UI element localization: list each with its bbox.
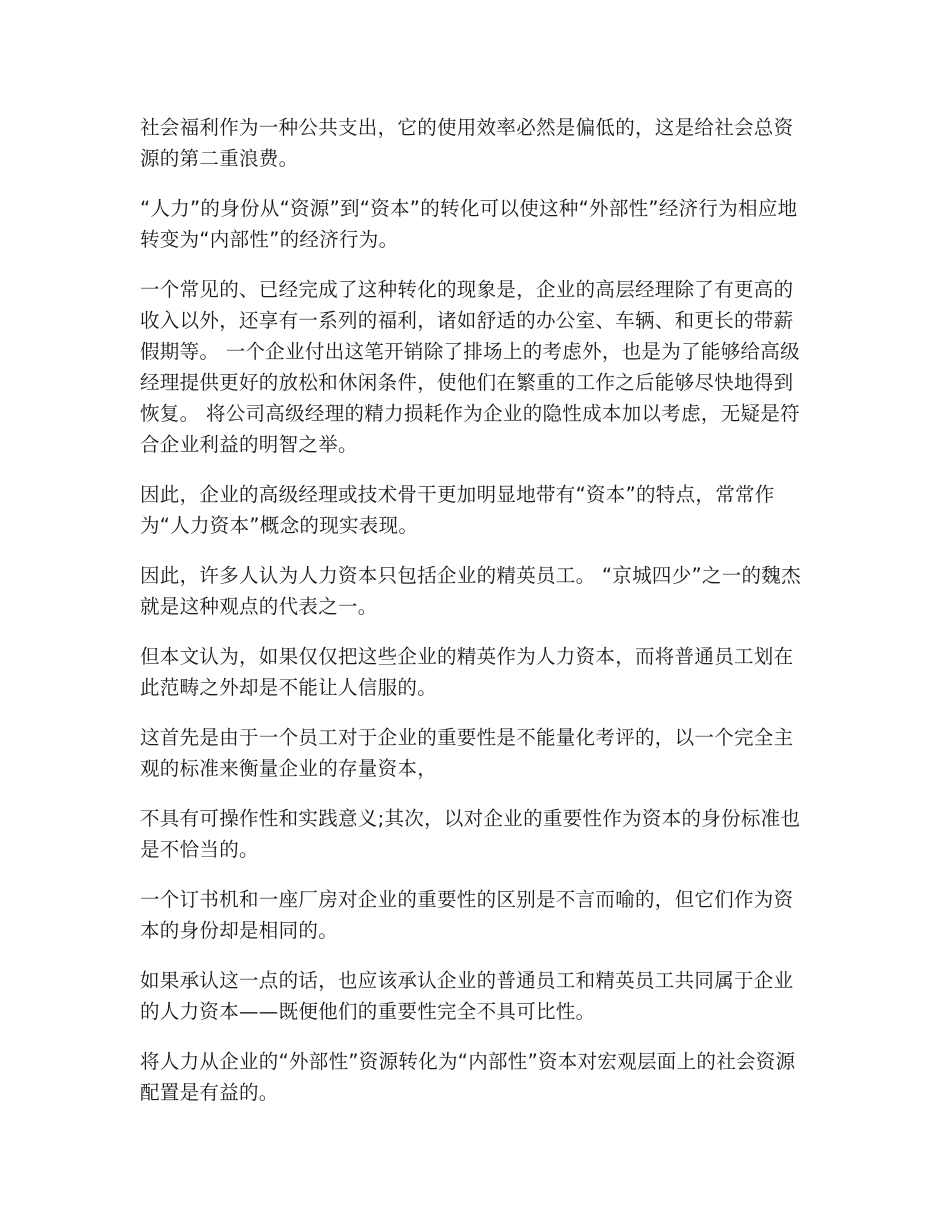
paragraph-6: 但本文认为，如果仅仅把这些企业的精英作为人力资本，而将普通员工划在此范畴之外却是不能让人信服的。 bbox=[140, 645, 794, 699]
paragraph-5: 因此，许多人认为人力资本只包括企业的精英员工。 “京城四少”之一的魏杰就是这种观点的代表之一。 bbox=[140, 564, 801, 618]
paragraph-9: 一个订书机和一座厂房对企业的重要性的区别是不言而喻的，但它们作为资本的身份却是相同的。 bbox=[140, 888, 794, 942]
document-page bbox=[140, 112, 812, 1127]
paragraph-7: 这首先是由于一个员工对于企业的重要性是不能量化考评的，以一个完全主观的标准来衡量企业的存量资本， bbox=[140, 726, 794, 780]
paragraph-3: 一个常见的、已经完成了这种转化的现象是，企业的高层经理除了有更高的收入以外，还享有一系列的福利，诸如舒适的办公室、车辆、和更长的带薪假期等。 一个企业付出这笔开销除了排场上的考虑外，也是为了能够给高级经理提供更好的放松和休闲条件，使他们在繁重的工作之后能够尽快地得到恢复。 将公司高级经理的精力损耗作为企业的隐性成本加以考虑，无疑是符合企业利益的明智之举。 bbox=[140, 278, 800, 456]
paragraph-2: “人力”的身份从“资源”到“资本”的转化可以使这种“外部性”经济行为相应地转变为“内部性”的经济行为。 bbox=[140, 197, 798, 251]
paragraph-10: 如果承认这一点的话，也应该承认企业的普通员工和精英员工共同属于企业的人力资本——既便他们的重要性完全不具可比性。 bbox=[140, 969, 794, 1023]
paragraph-11: 将人力从企业的“外部性”资源转化为“内部性”资本对宏观层面上的社会资源配置是有益的。 bbox=[140, 1050, 796, 1104]
paragraph-8: 不具有可操作性和实践意义;其次，以对企业的重要性作为资本的身份标准也是不恰当的。 bbox=[140, 807, 801, 861]
paragraph-1: 社会福利作为一种公共支出，它的使用效率必然是偏低的，这是给社会总资源的第二重浪费。 bbox=[140, 116, 794, 170]
paragraph-4: 因此，企业的高级经理或技术骨干更加明显地带有“资本”的特点，常常作为“人力资本”概念的现实表现。 bbox=[140, 483, 775, 537]
